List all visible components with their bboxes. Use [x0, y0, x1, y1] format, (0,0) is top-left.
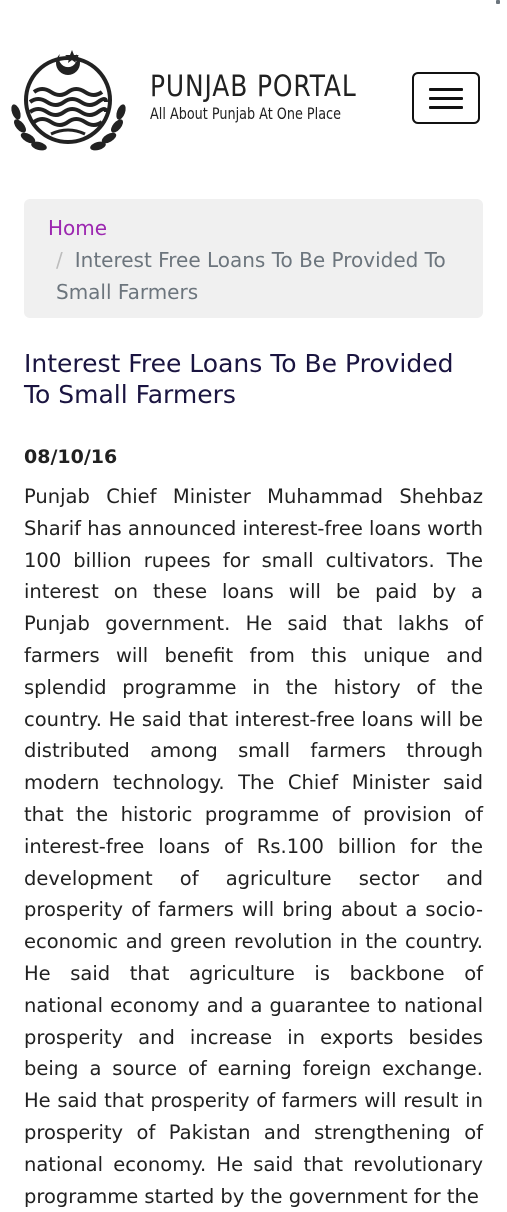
scroll-indicator [496, 0, 500, 4]
hamburger-line [429, 97, 463, 100]
menu-toggle-button[interactable] [412, 72, 480, 124]
breadcrumb [24, 199, 483, 318]
article-title: Interest Free Loans To Be Provided To Small Farmers [24, 349, 454, 409]
breadcrumb-home-link[interactable]: Home [48, 216, 108, 240]
breadcrumb-current [48, 244, 459, 308]
top-strip [0, 0, 507, 8]
breadcrumb-current-label: Interest Free Loans To Be Provided To Small Farmers [56, 248, 446, 304]
site-header [0, 36, 507, 160]
site-tagline: All About Punjab At One Place [150, 104, 341, 123]
breadcrumb-separator: / [56, 248, 63, 272]
site-title[interactable]: PUNJAB PORTAL [150, 69, 357, 103]
article-date: 08/10/16 [24, 446, 118, 468]
brand[interactable] [150, 70, 390, 124]
hamburger-line [429, 106, 463, 109]
hamburger-menu-icon [429, 88, 463, 91]
article-body: Punjab Chief Minister Muhammad Shehbaz Sharif has announced interest-free loans worth 100 billion rupees for small cultivators. The interest on these loans will be paid by a Punjab government. He said that lakhs of farmers will benefit from this unique and splendid programme in the history of the country. He said that interest-free loans will be distributed among small farmers through modern technology. The Chief Minister said that the historic programme of provision of interest-free loans of Rs.100 billion for the development of agriculture sector and prosperity of farmers will bring about a socio-economic and green revolution in the country. He said that agriculture is backbone of national economy and a guarantee to national prosperity and increase in exports besides being a source of earning foreign exchange. He said that prosperity of farmers will result in prosperity of Pakistan and strengthening of national economy. He said that revolutionary programme started by the government for the [24, 485, 483, 1208]
punjab-emblem-icon[interactable] [6, 42, 131, 154]
